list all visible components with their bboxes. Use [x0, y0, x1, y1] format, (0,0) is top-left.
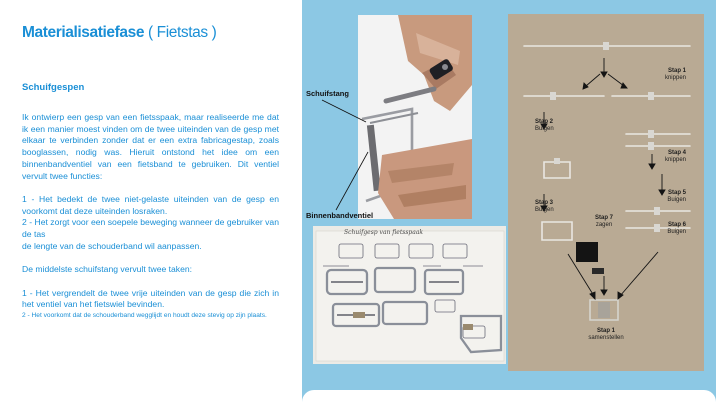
panel-footer [302, 390, 716, 404]
step-4-label: Stap 4 knippen [664, 150, 686, 163]
section-heading: Schuifgespen [22, 82, 85, 93]
task-2: 2 - Het voorkomt dat de schouderband wegglijdt en houdt deze stevig op zijn plaats. [22, 311, 267, 319]
step-5-label: Stap 5 Buigen [667, 190, 686, 203]
sketch-title: Schuifgesp van fietsspaak [344, 229, 424, 236]
text-column [0, 0, 302, 404]
label-schuifstang: Schuifstang [306, 89, 349, 98]
sketch-photo [313, 226, 506, 364]
step-6-label: Stap 6 Buigen [667, 222, 686, 235]
step-1-label: Stap 1 knippen [664, 68, 686, 81]
intro-paragraph: Ik ontwierp een gesp van een fietsspaak, maar realiseerde me dat ik een manier moest vinden om de twee uiteinden van de gesp met elkaar te verbinden zonder dat er een extra fabricagestap, zoals booglassen, nodig was. Hieruit ontstond het idee om een binnenbandventiel van een fietsband te gebruiken. Dit ventiel vervult twee functies: [22, 112, 279, 181]
label-binnenbandventiel: Binnenbandventiel [306, 211, 374, 220]
title-sub: ( Fietstas ) [144, 24, 217, 41]
body-text [22, 112, 279, 320]
function-1: 1 - Het bedekt de twee niet-gelaste uiteinden van de gesp en voorkomt dat deze uiteinden losraken. [22, 193, 279, 216]
task-1: 1 - Het vergrendelt de twee vrije uiteinden van de gesp die zich in het ventiel van het fietswiel bevinden. [22, 287, 279, 310]
function-2-continued: de lengte van de schouderband wil aanpassen. [22, 240, 202, 251]
page-title [22, 24, 216, 42]
sketch-illustration [313, 226, 506, 364]
final-step-label: Stap 1 samenstellen [588, 328, 624, 341]
valve-part [576, 242, 598, 262]
step-2-label: Stap 2 Buigen [535, 119, 554, 132]
schuifstang-pointer [322, 100, 366, 122]
step-7-label: Stap 7 zagen [594, 215, 613, 228]
callout-lines [306, 96, 386, 220]
middle-intro: De middelste schuifstang vervult twee taken: [22, 264, 193, 275]
step-3-label: Stap 3 Buigen [535, 200, 554, 213]
function-2: 2 - Het zorgt voor een soepele beweging wanneer de gebruiker van de tas [22, 217, 279, 240]
binnenbandventiel-pointer [336, 152, 368, 210]
title-main: Materialisatiefase [22, 24, 145, 41]
